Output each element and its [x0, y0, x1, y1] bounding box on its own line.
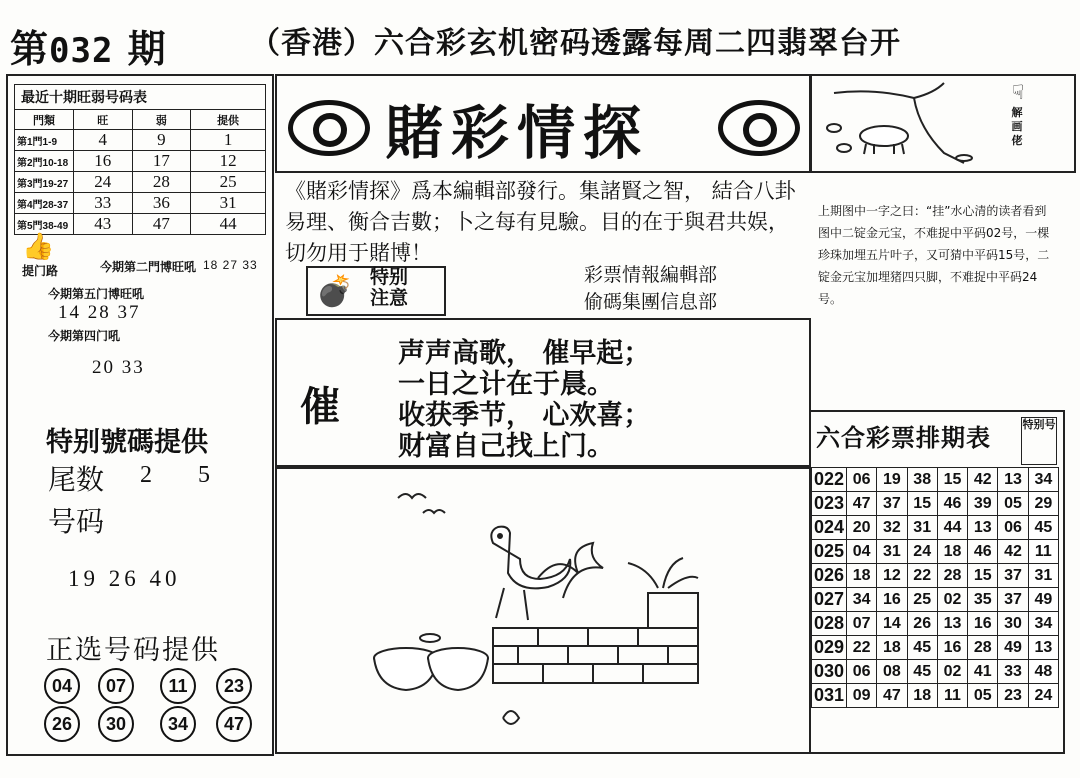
schedule-number: 13	[937, 612, 967, 636]
schedule-number: 34	[847, 588, 877, 612]
schedule-issue: 027	[812, 588, 847, 612]
schedule-number: 14	[877, 612, 907, 636]
table-row	[15, 172, 266, 193]
schedule-number: 47	[877, 684, 907, 708]
cell-value: 47	[132, 214, 191, 235]
schedule-number: 42	[968, 468, 998, 492]
schedule-number: 37	[998, 588, 1028, 612]
schedule-number: 06	[847, 468, 877, 492]
schedule-row	[812, 636, 1059, 660]
cell-value: 9	[132, 130, 191, 151]
poem-line: 收获季节， 心欢喜；	[398, 400, 651, 431]
pick-number: 34	[160, 706, 196, 742]
schedule-special-number: 45	[1028, 516, 1058, 540]
cell-value: 31	[191, 193, 266, 214]
cell-value: 24	[74, 172, 133, 193]
plant-icon	[628, 558, 698, 588]
recent-hot-cold-table	[14, 84, 266, 235]
cell-value: 36	[132, 193, 191, 214]
table-header: 弱	[132, 110, 191, 130]
cell-value: 16	[74, 151, 133, 172]
schedule-issue: 023	[812, 492, 847, 516]
schedule-issue: 028	[812, 612, 847, 636]
schedule-number: 41	[968, 660, 998, 684]
table-row	[15, 193, 266, 214]
schedule-number: 23	[998, 684, 1028, 708]
schedule-row	[812, 540, 1059, 564]
schedule-row	[812, 588, 1059, 612]
special-note-line1: 特别	[370, 266, 409, 288]
schedule-number: 46	[937, 492, 967, 516]
schedule-number: 12	[877, 564, 907, 588]
door-tip-line2-nums: 14 28 37	[58, 302, 141, 323]
table-header: 門類	[15, 110, 74, 130]
pick-number: 04	[44, 668, 80, 704]
bird-icon	[423, 510, 445, 513]
cell-value: 17	[132, 151, 191, 172]
schedule-number: 28	[968, 636, 998, 660]
schedule-number: 37	[877, 492, 907, 516]
schedule-issue: 031	[812, 684, 847, 708]
schedule-row	[812, 492, 1059, 516]
schedule-row	[812, 516, 1059, 540]
schedule-number: 33	[998, 660, 1028, 684]
schedule-number: 19	[877, 468, 907, 492]
pick-number: 26	[44, 706, 80, 742]
schedule-number: 08	[877, 660, 907, 684]
schedule-number: 16	[877, 588, 907, 612]
row-label: 第5門38-49	[15, 214, 74, 235]
pick-number: 47	[216, 706, 252, 742]
schedule-number: 35	[968, 588, 998, 612]
schedule-number: 38	[907, 468, 937, 492]
schedule-special-number: 24	[1028, 684, 1058, 708]
eye-icon	[288, 100, 370, 156]
cell-value: 12	[191, 151, 266, 172]
special-numbers: 19 26 40	[68, 566, 181, 591]
schedule-number: 25	[907, 588, 937, 612]
schedule-special-number: 49	[1028, 588, 1058, 612]
center-title: 賭彩情探	[385, 99, 650, 167]
issue-suffix: 期	[127, 26, 167, 71]
schedule-row	[812, 660, 1059, 684]
schedule-issue: 029	[812, 636, 847, 660]
schedule-number: 45	[907, 660, 937, 684]
eye-icon	[718, 100, 800, 156]
schedule-number: 13	[968, 516, 998, 540]
poem-line: 声声高歌， 催早起；	[398, 338, 651, 369]
schedule-issue: 026	[812, 564, 847, 588]
pick-number: 11	[160, 668, 196, 704]
tail-numbers: 2 5	[140, 462, 230, 488]
door-tip-line1-nums: 18 27 33	[203, 258, 258, 272]
schedule-number: 26	[907, 612, 937, 636]
poem-line: 一日之计在于晨。	[398, 369, 614, 400]
recent-table-caption: 最近十期旺弱号码表	[14, 84, 266, 109]
poem-key-char: 催	[300, 383, 340, 430]
cell-value: 28	[132, 172, 191, 193]
special-note-label	[370, 267, 408, 309]
publisher-line1: 彩票情報編輯部	[584, 264, 718, 286]
row-label: 第1門1-9	[15, 130, 74, 151]
row-label: 第3門19-27	[15, 172, 74, 193]
ingot-icon	[827, 124, 841, 132]
schedule-number: 31	[877, 540, 907, 564]
schedule-number: 22	[847, 636, 877, 660]
rooster-illustration	[278, 468, 804, 748]
main-picks-title: 正选号码提供	[46, 635, 220, 666]
schedule-number: 05	[968, 684, 998, 708]
page-title: （香港）六合彩玄机密码透露每周二四翡翠台开	[250, 26, 901, 61]
schedule-special-number: 48	[1028, 660, 1058, 684]
row-label: 第2門10-18	[15, 151, 74, 172]
schedule-special-number: 11	[1028, 540, 1058, 564]
schedule-number: 39	[968, 492, 998, 516]
schedule-number: 07	[847, 612, 877, 636]
pick-number: 07	[98, 668, 134, 704]
schedule-title: 六合彩票排期表	[816, 424, 991, 452]
schedule-number: 15	[907, 492, 937, 516]
solve-label: 解画佬	[1011, 106, 1023, 147]
schedule-number: 04	[847, 540, 877, 564]
riddle-picture	[814, 78, 1006, 166]
table-header: 旺	[74, 110, 133, 130]
schedule-number: 22	[907, 564, 937, 588]
schedule-number: 47	[847, 492, 877, 516]
table-header: 提供	[191, 110, 266, 130]
table-row	[15, 130, 266, 151]
cell-value: 4	[74, 130, 133, 151]
schedule-number: 13	[998, 468, 1028, 492]
schedule-special-number: 29	[1028, 492, 1058, 516]
schedule-number: 15	[968, 564, 998, 588]
schedule-number: 49	[998, 636, 1028, 660]
schedule-table	[811, 467, 1059, 708]
schedule-number: 42	[998, 540, 1028, 564]
schedule-number: 09	[847, 684, 877, 708]
poem-line: 财富自己找上门。	[398, 431, 614, 462]
door-tip-line2-label: 今期第五门博旺吼	[48, 287, 145, 301]
tree-branch-icon	[834, 83, 964, 163]
row-label: 第4門28-37	[15, 193, 74, 214]
schedule-issue: 024	[812, 516, 847, 540]
schedule-number: 05	[998, 492, 1028, 516]
bird-icon	[398, 494, 426, 498]
schedule-issue: 025	[812, 540, 847, 564]
schedule-row	[812, 612, 1059, 636]
schedule-number: 11	[937, 684, 967, 708]
schedule-number: 18	[877, 636, 907, 660]
schedule-number: 06	[998, 516, 1028, 540]
schedule-number: 37	[998, 564, 1028, 588]
schedule-number: 16	[968, 612, 998, 636]
ingot-icon	[837, 144, 851, 152]
schedule-number: 18	[907, 684, 937, 708]
schedule-number: 32	[877, 516, 907, 540]
pick-number: 23	[216, 668, 252, 704]
schedule-issue: 022	[812, 468, 847, 492]
publisher-line2: 偷碼集團信息部	[584, 291, 718, 313]
schedule-number: 06	[847, 660, 877, 684]
thumbs-up-icon: 👍	[22, 232, 55, 262]
issue-prefix: 第	[10, 26, 50, 71]
radish-icon	[503, 711, 519, 724]
last-issue-clue: 上期图中一字之曰：“挂”水心清的读者看到图中二锭金元宝，不难捉中平码02号，一棵珍珠加埋五片叶子，又可猜中平码15号，二锭金元宝加埋猪四只脚，不难捉中平码24号。	[818, 204, 1050, 306]
schedule-special-number: 34	[1028, 612, 1058, 636]
schedule-number: 44	[937, 516, 967, 540]
schedule-special-number: 34	[1028, 468, 1058, 492]
schedule-number: 28	[937, 564, 967, 588]
schedule-number: 16	[937, 636, 967, 660]
schedule-special-number: 13	[1028, 636, 1058, 660]
door-tip-line1-label: 今期第二門博旺吼	[100, 260, 197, 274]
schedule-number: 45	[907, 636, 937, 660]
schedule-number: 02	[937, 660, 967, 684]
brick-wall	[493, 593, 698, 683]
schedule-row	[812, 684, 1059, 708]
special-number-header: 特别号	[1021, 417, 1057, 465]
cell-value: 1	[191, 130, 266, 151]
pointing-hand-icon: ☟	[1012, 80, 1025, 104]
door-tip-line3-label: 今期第四门吼	[48, 329, 121, 343]
schedule-row	[812, 564, 1059, 588]
schedule-number: 15	[937, 468, 967, 492]
poem	[398, 338, 650, 462]
schedule-number: 46	[968, 540, 998, 564]
schedule-special-number: 31	[1028, 564, 1058, 588]
table-row	[15, 151, 266, 172]
pig-icon	[860, 126, 908, 146]
issue-number: 032	[49, 31, 114, 71]
basket-icon	[374, 634, 488, 690]
schedule-number: 30	[998, 612, 1028, 636]
door-tip-line3-nums: 20 33	[92, 357, 145, 378]
special-note-line2: 注意	[370, 287, 409, 309]
cell-value: 33	[74, 193, 133, 214]
schedule-number: 31	[907, 516, 937, 540]
schedule-number: 02	[937, 588, 967, 612]
cell-value: 44	[191, 214, 266, 235]
code-label: 号码	[48, 505, 105, 538]
special-numbers-title: 特别號碼提供	[46, 427, 208, 458]
schedule-issue: 030	[812, 660, 847, 684]
door-tips-label: 提门路	[22, 264, 59, 278]
cell-value: 25	[191, 172, 266, 193]
rooster-icon	[491, 527, 603, 620]
schedule-number: 18	[847, 564, 877, 588]
issue-heading	[10, 18, 167, 73]
publisher-info	[584, 262, 717, 316]
schedule-number: 24	[907, 540, 937, 564]
pick-number: 30	[98, 706, 134, 742]
tail-label: 尾数	[48, 463, 105, 496]
schedule-number: 18	[937, 540, 967, 564]
cell-value: 43	[74, 214, 133, 235]
schedule-row	[812, 468, 1059, 492]
bomb-icon: 💣	[316, 274, 354, 309]
schedule-number: 20	[847, 516, 877, 540]
intro-text: 《賭彩情探》爲本編輯部發行。集諸賢之智， 結合八卦易理、衡合吉數；卜之每有見驗。目的在于與君共娱，切勿用于賭博！	[285, 179, 796, 265]
